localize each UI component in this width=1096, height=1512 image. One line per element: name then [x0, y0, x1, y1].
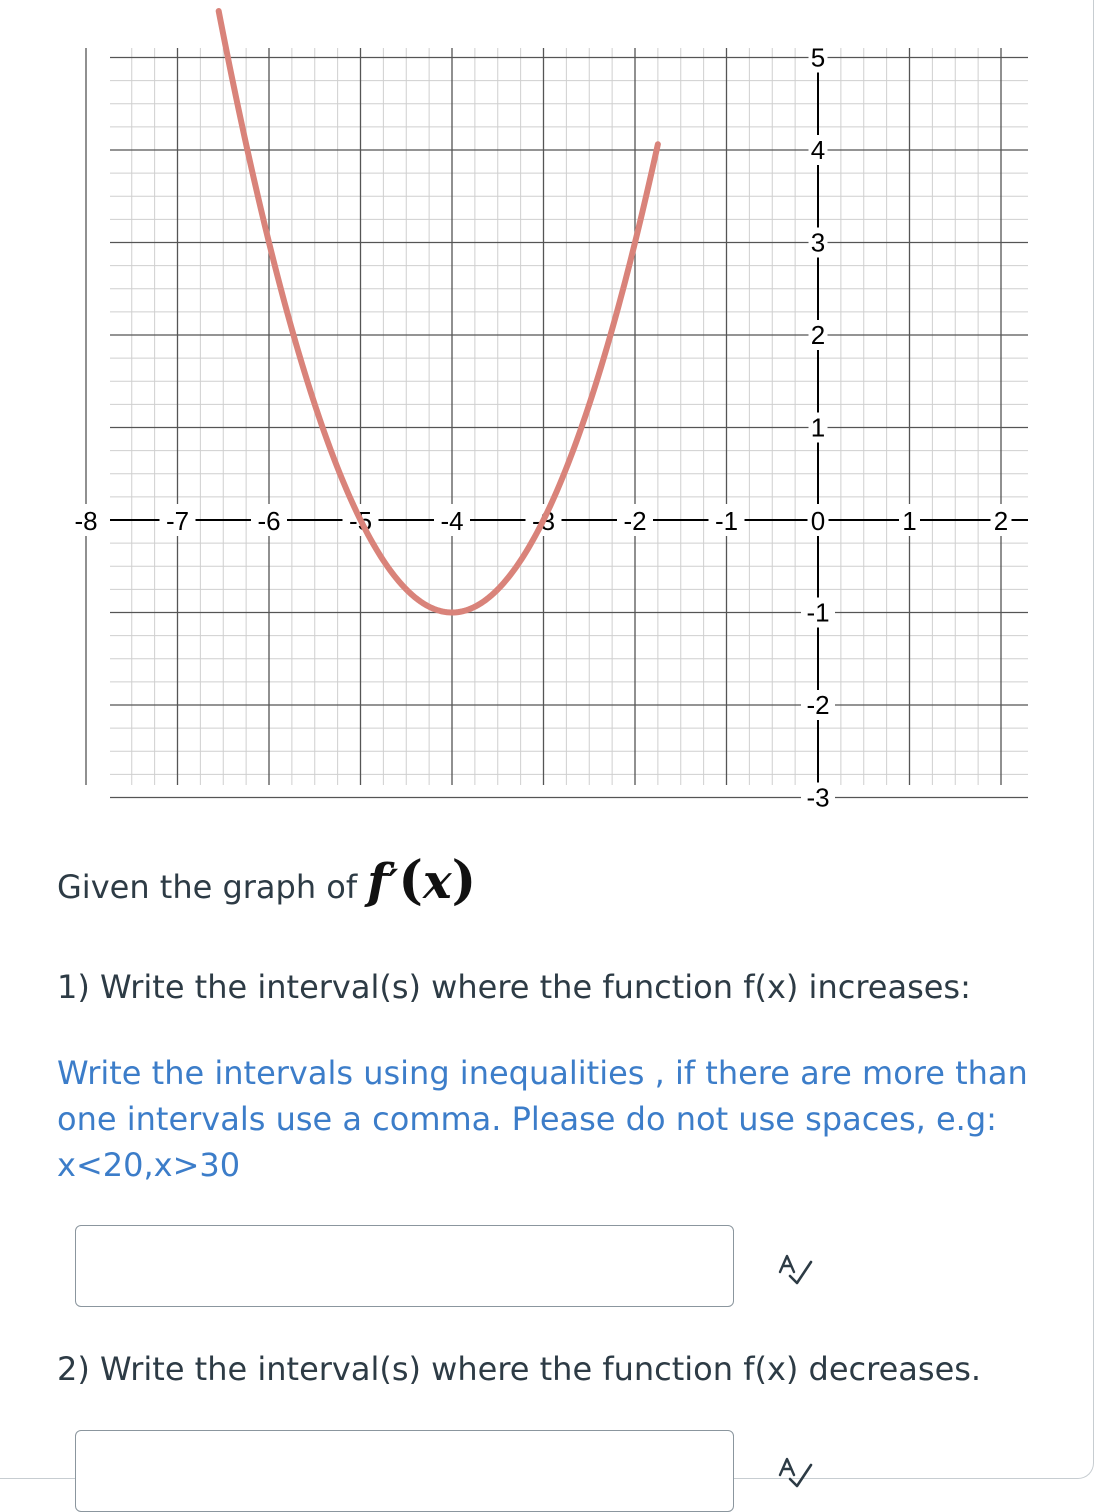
- question-1-text: 1) Write the interval(s) where the function f(x) increases:: [57, 968, 971, 1006]
- x-tick-label: -5: [348, 506, 373, 536]
- y-tick-label: -2: [806, 690, 830, 720]
- prompt-line: [57, 850, 476, 911]
- x-tick-label: 1: [902, 506, 917, 536]
- spellcheck-icon[interactable]: [776, 1453, 816, 1489]
- y-tick-label: -3: [806, 782, 830, 813]
- x-tick-label: 2: [993, 506, 1009, 536]
- y-tick-label: 3: [810, 227, 826, 258]
- math-open-paren: (: [398, 850, 423, 911]
- y-tick-label: 2: [810, 320, 826, 350]
- math-prime: ′: [387, 861, 399, 908]
- math-f: f: [367, 854, 388, 910]
- answer-input-1[interactable]: [75, 1225, 734, 1307]
- x-tick-label: -7: [165, 506, 190, 536]
- x-tick-label: -4: [440, 506, 464, 536]
- x-tick-label: -6: [257, 506, 281, 536]
- math-close-paren: ): [451, 850, 477, 911]
- math-x: x: [422, 854, 452, 910]
- x-tick-label: -1: [714, 506, 739, 536]
- y-tick-label: 5: [810, 42, 826, 73]
- x-tick-label: -8: [74, 506, 98, 536]
- x-tick-label: -2: [623, 506, 647, 536]
- x-tick-label: -3: [531, 506, 556, 536]
- question-2-text: 2) Write the interval(s) where the function f(x) decreases.: [57, 1350, 982, 1388]
- question-1-instruction: Write the intervals using inequalities , if there are more than one intervals use a comma. Please do not use spaces, e.g: x<20,x>30: [57, 1054, 1028, 1184]
- y-tick-label: -1: [806, 597, 830, 628]
- given-text: Given the graph of: [57, 868, 358, 906]
- answer-input-2[interactable]: [75, 1430, 734, 1512]
- spellcheck-icon[interactable]: [776, 1250, 816, 1286]
- y-tick-label: 1: [810, 412, 826, 443]
- y-tick-label: 4: [810, 135, 826, 165]
- math-expression: [367, 850, 476, 911]
- x-tick-label: 0: [810, 506, 826, 536]
